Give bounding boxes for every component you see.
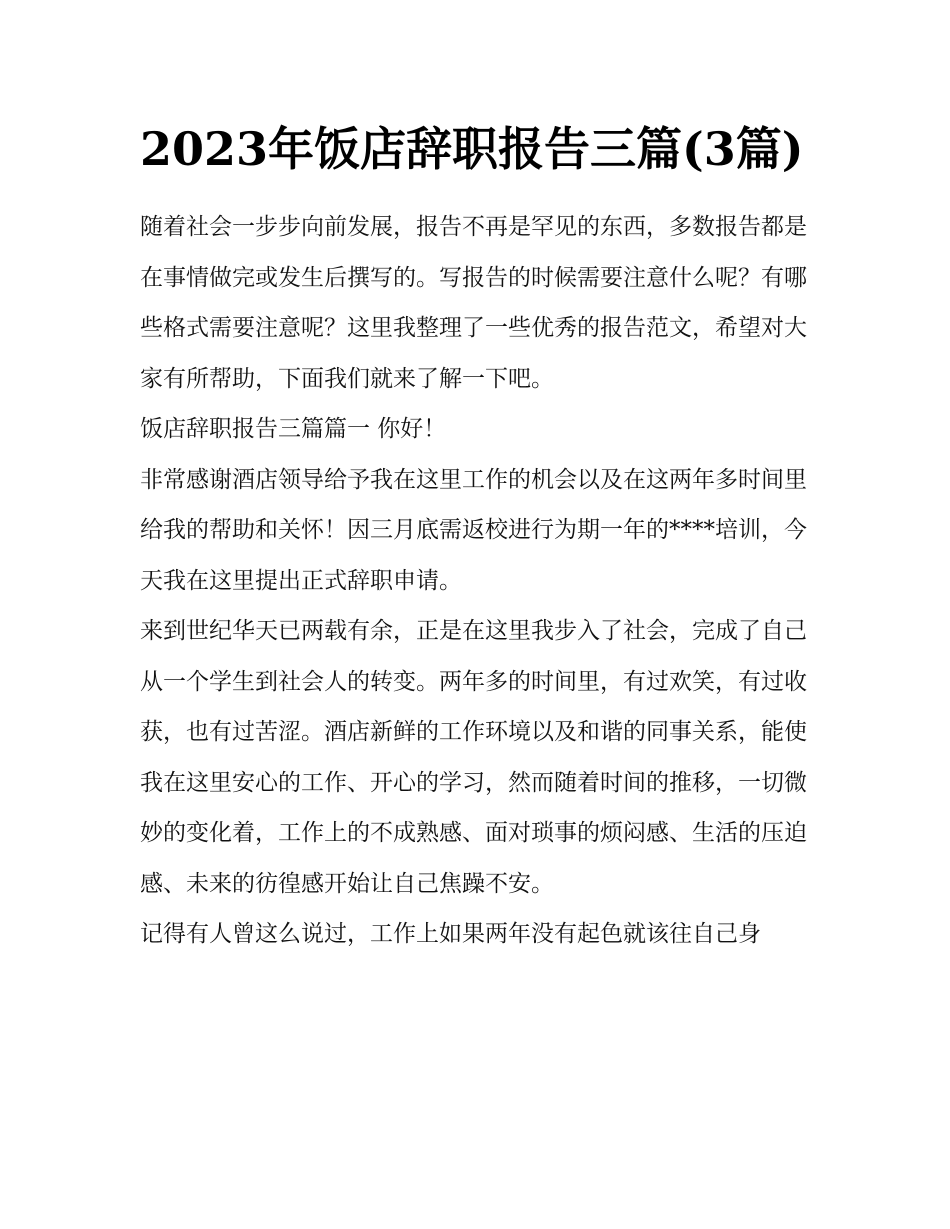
document-body [140, 202, 812, 960]
intro-paragraph: 随着社会一步步向前发展，报告不再是罕见的东西，多数报告都是在事情做完或发生后撰写的。写报告的时候需要注意什么呢？有哪些格式需要注意呢？这里我整理了一些优秀的报告范文，希望对大家有所帮助，下面我们就来了解一下吧。 [140, 214, 807, 392]
thanks-paragraph: 非常感谢酒店领导给予我在这里工作的机会以及在这两年多时间里给我的帮助和关怀！因三月底需返校进行为期一年的****培训，今天我在这里提出正式辞职申请。 [140, 466, 807, 594]
experience-paragraph: 来到世纪华天已两载有余，正是在这里我步入了社会，完成了自己从一个学生到社会人的转变。两年多的时间里，有过欢笑，有过收获，也有过苦涩。酒店新鲜的工作环境以及和谐的同事关系，能使我在这里安心的工作、开心的学习，然而随着时间的推移，一切微妙的变化着，工作上的不成熟感、面对琐事的烦闷感、生活的压迫感、未来的彷徨感开始让自己焦躁不安。 [140, 618, 807, 897]
section-heading-paragraph: 饭店辞职报告三篇篇一 你好！ [140, 416, 447, 442]
closing-paragraph: 记得有人曾这么说过，工作上如果两年没有起色就该往自己身 [140, 921, 761, 947]
document-title: 2023年饭店辞职报告三篇(3篇) [140, 122, 804, 176]
document-content [140, 112, 812, 960]
